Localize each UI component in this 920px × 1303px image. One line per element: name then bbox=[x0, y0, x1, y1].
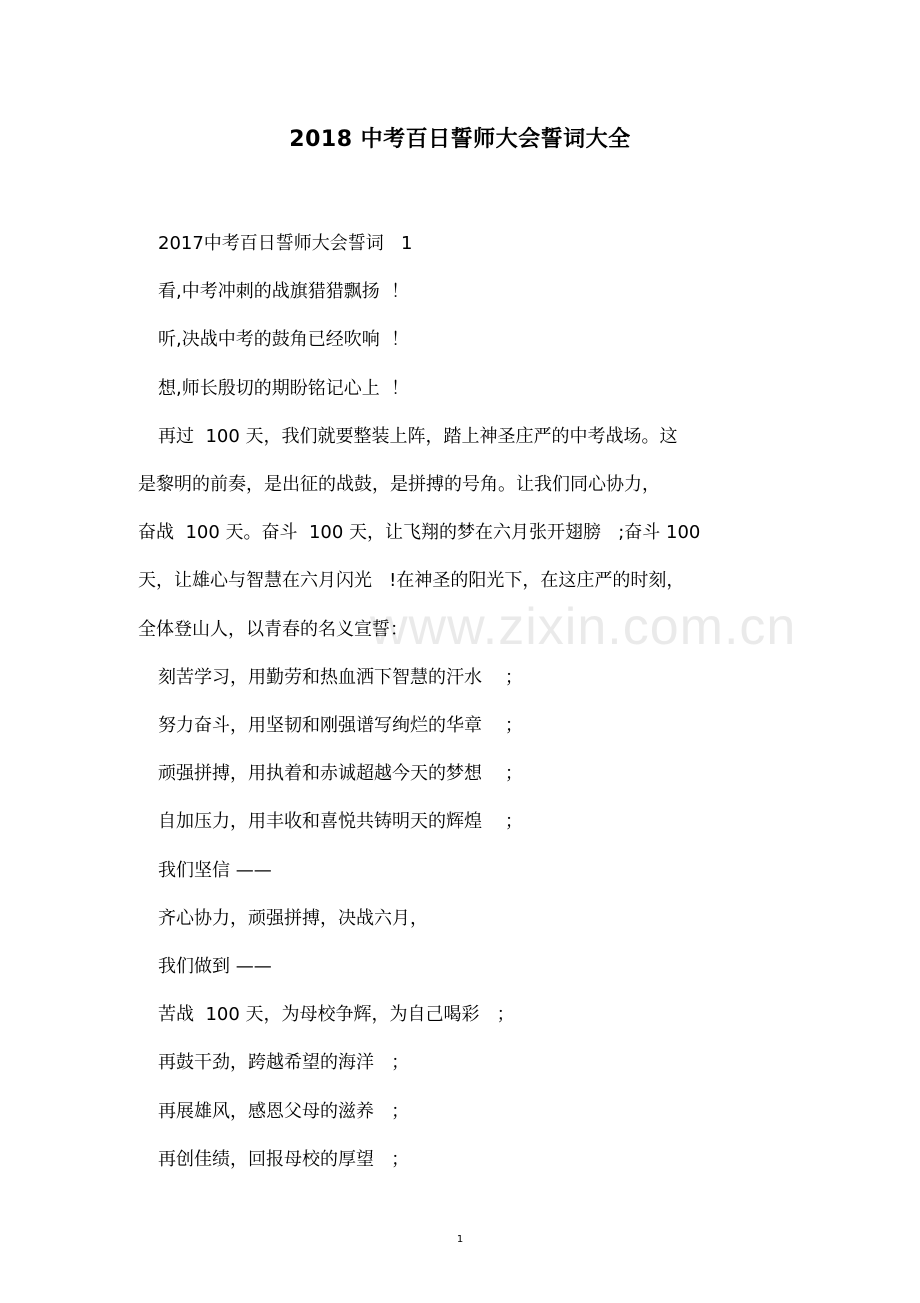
paragraph-line: 顽强拼搏，用执着和赤诚超越今天的梦想 ； bbox=[158, 763, 523, 785]
paragraph-line: 听,决战中考的鼓角已经吹响 ！ bbox=[158, 329, 410, 351]
paragraph-line: 再鼓干劲，跨越希望的海洋 ； bbox=[158, 1052, 410, 1074]
document-title: 2018 中考百日誓师大会誓词大全 bbox=[289, 127, 631, 152]
paragraph-line: 再展雄风，感恩父母的滋养 ； bbox=[158, 1100, 410, 1122]
paragraph-line: 看,中考冲刺的战旗猎猎飘扬 ！ bbox=[158, 281, 410, 303]
paragraph-line: 努力奋斗，用坚韧和刚强谱写绚烂的华章 ； bbox=[158, 715, 523, 737]
paragraph-line: 齐心协力，顽强拼搏，决战六月， bbox=[158, 907, 428, 929]
paragraph-line: 我们做到 —— bbox=[158, 956, 272, 978]
paragraph-line: 是黎明的前奏，是出征的战鼓，是拼搏的号角。让我们同心协力， bbox=[138, 474, 660, 496]
paragraph-line: 奋战 100 天。奋斗 100 天，让飞翔的梦在六月张开翅膀 ;奋斗 100 bbox=[138, 522, 701, 544]
section-heading: 2017中考百日誓师大会誓词 1 bbox=[158, 233, 413, 254]
paragraph-line: 苦战 100 天，为母校争辉，为自己喝彩 ； bbox=[158, 1004, 515, 1026]
document-body bbox=[138, 220, 753, 1184]
paragraph-line: 再过 100 天，我们就要整装上阵，踏上神圣庄严的中考战场。这 bbox=[158, 425, 678, 447]
paragraph-line: 再创佳绩，回报母校的厚望 ； bbox=[158, 1148, 410, 1170]
paragraph-line: 我们坚信 —— bbox=[158, 859, 272, 881]
paragraph-line: 天，让雄心与智慧在六月闪光 !在神圣的阳光下，在这庄严的时刻， bbox=[138, 570, 685, 592]
paragraph-line: 刻苦学习，用勤劳和热血洒下智慧的汗水 ； bbox=[158, 666, 523, 688]
paragraph-line: 全体登山人，以青春的名义宣誓： bbox=[138, 618, 408, 640]
page-number: 1 bbox=[456, 1234, 464, 1245]
watermark: www.zixin.com.cn bbox=[370, 598, 797, 656]
paragraph-line: 自加压力，用丰收和喜悦共铸明天的辉煌 ； bbox=[158, 811, 523, 833]
paragraph-line: 想,师长殷切的期盼铭记心上 ！ bbox=[158, 377, 410, 399]
